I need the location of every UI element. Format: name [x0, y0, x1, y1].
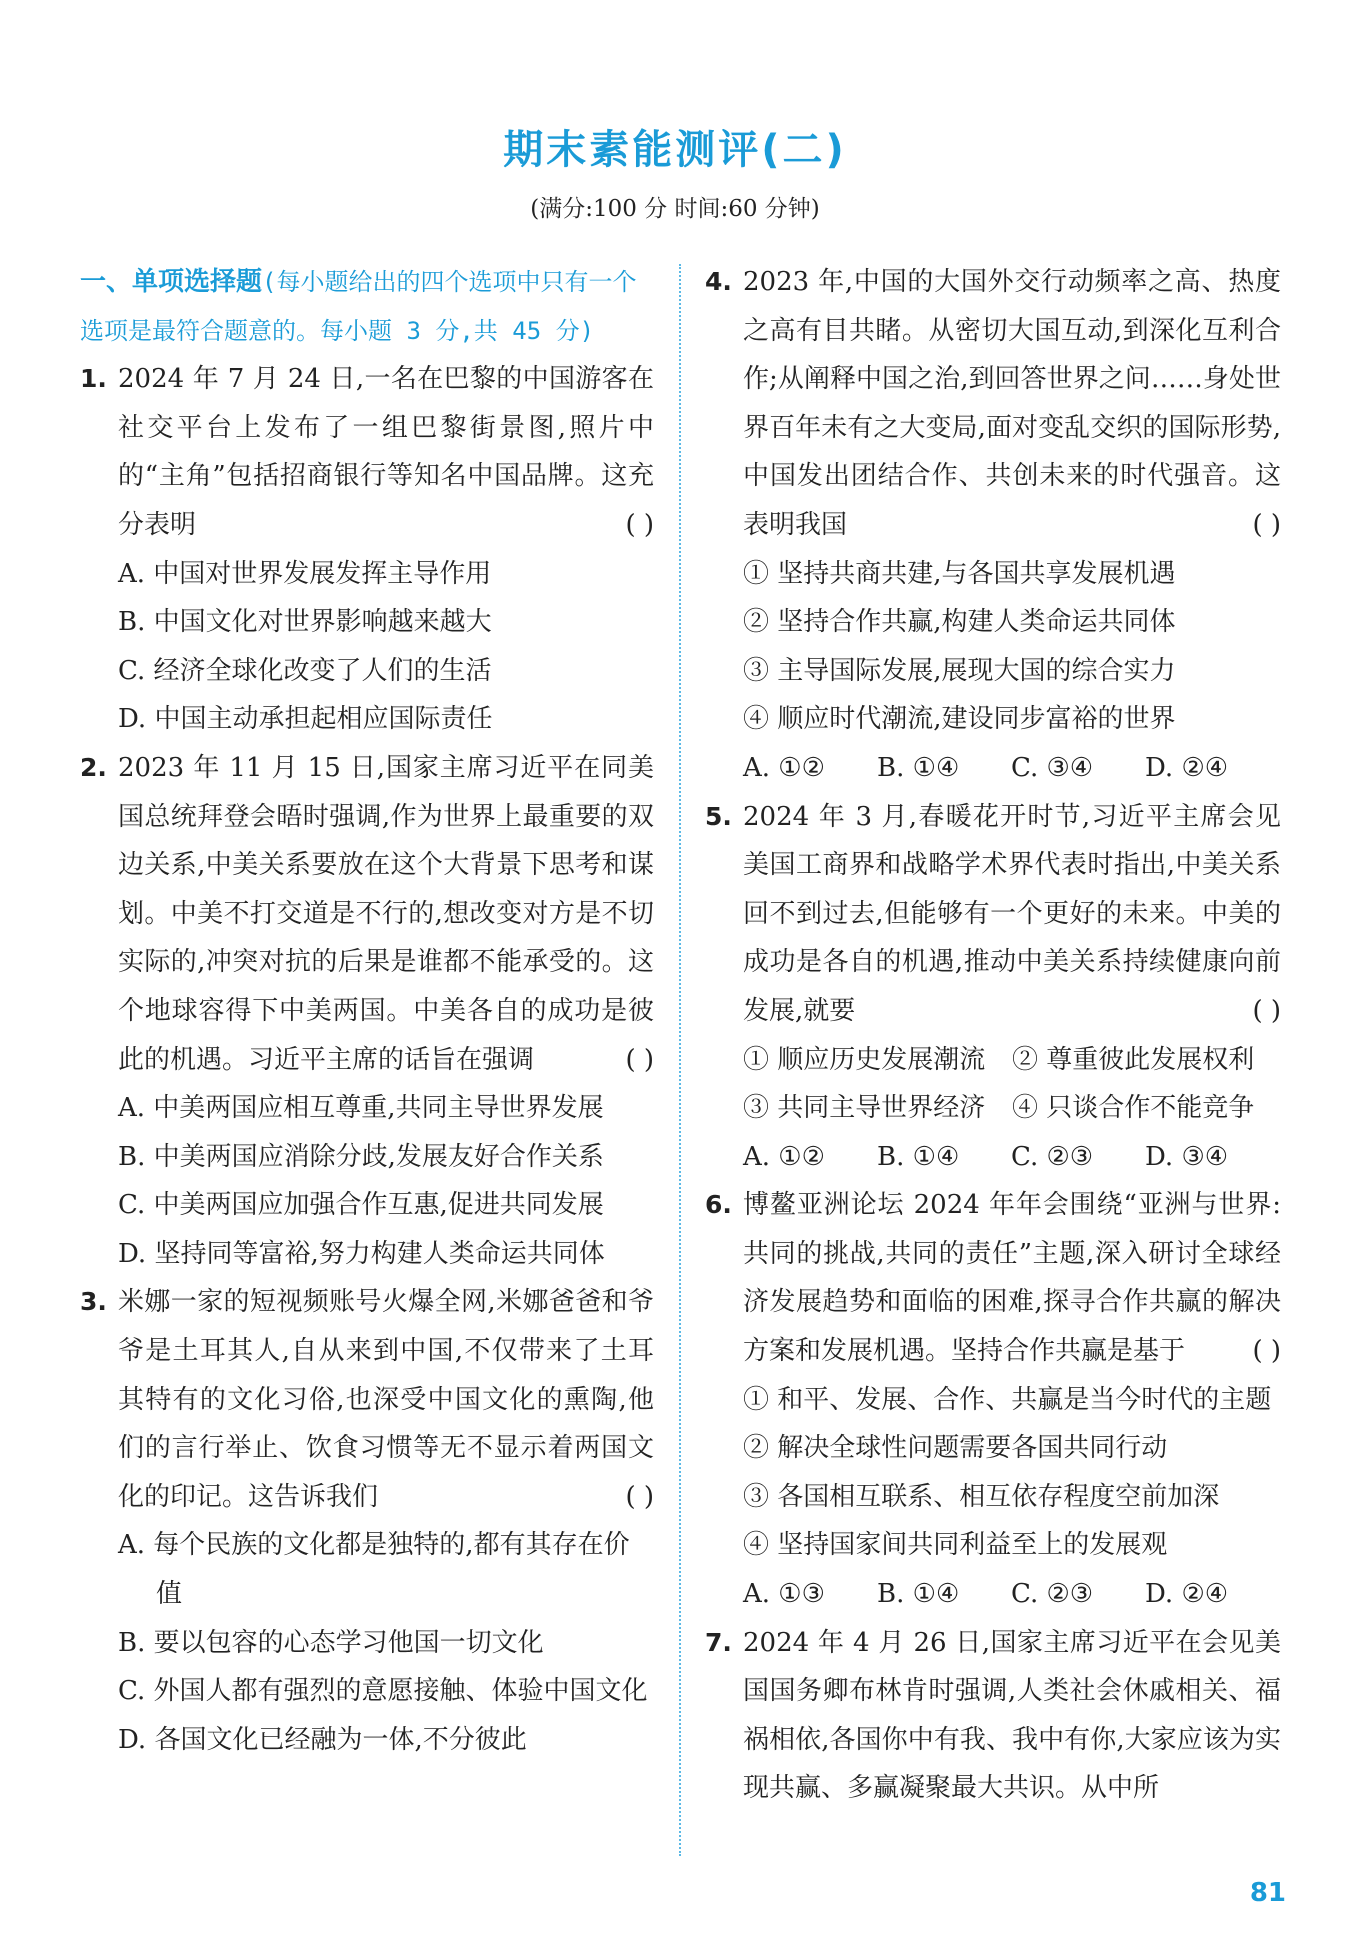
statement-1: ① 坚持共商共建,与各国共享发展机遇 — [743, 558, 1176, 589]
question-number: 7. — [705, 1627, 732, 1657]
question-1 — [80, 355, 654, 549]
question-number: 6. — [705, 1190, 732, 1220]
option-a: A. ①② — [743, 1141, 825, 1172]
question-stem: 2024 年 4 月 26 日,国家主席习近平在会见美国国务卿布林肯时强调,人类社会休戚相关、福祸相依,各国你中有我、我中有你,大家应该为实现共赢、多赢凝聚最大共识。从中所 — [743, 1627, 1281, 1804]
question-4 — [705, 258, 1281, 550]
question-stem: 2023 年,中国的大国外交行动频率之高、热度之高有目共睹。从密切大国互动,到深化互利合作;从阐释中国之治,到回答世界之问……身处世界百年未有之大变局,面对变乱交织的国际形势,中国发出团结合作、共创未来的时代强音。这表明我国 ( ) — [743, 258, 1281, 550]
statement-4: ④ 只谈合作不能竞争 — [1012, 1093, 1255, 1124]
page-title: 期末素能测评(二) — [503, 127, 847, 173]
page-subtitle: (满分:100 分 时间:60 分钟) — [530, 196, 820, 222]
option-c: C. 外国人都有强烈的意愿接触、体验中国文化 — [118, 1676, 648, 1707]
option-d: D. ②④ — [1145, 1579, 1229, 1610]
option-b: B. ①④ — [877, 752, 960, 783]
question-stem: 米娜一家的短视频账号火爆全网,米娜爸爸和爷爷是土耳其人,自从来到中国,不仅带来了土耳其特有的文化习俗,也深受中国文化的熏陶,他们的言行举止、饮食习惯等无不显示着两国文化的印记。这告诉我们 ( ) — [118, 1278, 654, 1521]
option-d: D. ③④ — [1145, 1141, 1229, 1172]
option-a: A. ①② — [743, 752, 825, 783]
question-number: 1. — [80, 364, 107, 394]
option-d: D. 坚持同等富裕,努力构建人类命运共同体 — [118, 1238, 605, 1269]
question-number: 4. — [705, 267, 732, 296]
option-b: B. 中美两国应消除分歧,发展友好合作关系 — [118, 1141, 604, 1172]
question-stem: 博鳌亚洲论坛 2024 年年会围绕“亚洲与世界:共同的挑战,共同的责任”主题,深入研讨全球经济发展趋势和面临的困难,探寻合作共赢的解决方案和发展机遇。坚持合作共赢是基于 ( ) — [743, 1181, 1281, 1375]
question-6 — [705, 1181, 1281, 1375]
question-number: 5. — [705, 801, 732, 831]
question-number: 3. — [80, 1287, 107, 1317]
statement-1: ① 顺应历史发展潮流 — [743, 1044, 986, 1075]
question-5 — [705, 793, 1281, 1036]
column-divider — [679, 264, 681, 1856]
question-2 — [80, 744, 654, 1084]
answer-bracket: ( ) — [625, 1481, 654, 1512]
question-number: 2. — [80, 752, 107, 782]
statement-2: ② 坚持合作共赢,构建人类命运共同体 — [743, 607, 1176, 638]
statement-2: ② 尊重彼此发展权利 — [1012, 1044, 1255, 1075]
choice-row — [705, 1570, 1281, 1619]
option-c: C. ②③ — [1011, 1141, 1094, 1172]
option-b: B. ①④ — [877, 1579, 960, 1610]
option-a: A. 中美两国应相互尊重,共同主导世界发展 — [118, 1093, 604, 1124]
section-instructions: (每小题给出的四个选项中只有一个选项是最符合题意的。每小题 3 分,共 45 分) — [80, 268, 637, 345]
option-d: D. 各国文化已经融为一体,不分彼此 — [118, 1724, 527, 1755]
answer-bracket: ( ) — [1252, 509, 1281, 540]
option-d: D. 中国主动承担起相应国际责任 — [118, 704, 493, 735]
option-a: A. 每个民族的文化都是独特的,都有其存在价值 — [118, 1530, 630, 1610]
option-a: A. ①③ — [743, 1579, 825, 1610]
answer-bracket: ( ) — [1252, 1336, 1281, 1367]
option-c: C. 中美两国应加强合作互惠,促进共同发展 — [118, 1190, 604, 1221]
question-7 — [705, 1619, 1281, 1813]
option-b: B. 中国文化对世界影响越来越大 — [118, 607, 492, 638]
section-title: 一、单项选择题 — [80, 267, 263, 297]
choice-row — [705, 744, 1281, 793]
answer-bracket: ( ) — [625, 1044, 654, 1075]
question-3 — [80, 1278, 654, 1521]
option-c: C. ②③ — [1011, 1579, 1094, 1610]
choice-row — [705, 1133, 1281, 1182]
question-stem: 2023 年 11 月 15 日,国家主席习近平在同美国总统拜登会晤时强调,作为世界上最重要的双边关系,中美关系要放在这个大背景下思考和谋划。中美不打交道是不行的,想改变对方是不切实际的,冲突对抗的后果是谁都不能承受的。这个地球容得下中美两国。中美各自的成功是彼此的机遇。习近平主席的话旨在强调 ( ) — [118, 744, 654, 1084]
statement-4: ④ 顺应时代潮流,建设同步富裕的世界 — [743, 704, 1176, 735]
option-d: D. ②④ — [1145, 752, 1229, 783]
option-c: C. 经济全球化改变了人们的生活 — [118, 655, 492, 686]
page-number: 81 — [1249, 1878, 1286, 1908]
statement-3: ③ 主导国际发展,展现大国的综合实力 — [743, 655, 1176, 686]
question-stem: 2024 年 3 月,春暖花开时节,习近平主席会见美国工商界和战略学术界代表时指出,中美关系回不到过去,但能够有一个更好的未来。中美的成功是各自的机遇,推动中美关系持续健康向前发展,就要 ( ) — [743, 793, 1281, 1036]
right-column — [705, 258, 1281, 1813]
statement-3: ③ 共同主导世界经济 — [743, 1093, 986, 1124]
section-heading — [80, 258, 654, 355]
statement-row — [705, 1036, 1281, 1085]
statement-row — [705, 1084, 1281, 1133]
option-a: A. 中国对世界发展发挥主导作用 — [118, 558, 492, 589]
option-b: B. ①④ — [877, 1141, 960, 1172]
left-column — [80, 258, 654, 1764]
option-c: C. ③④ — [1011, 752, 1094, 783]
statement-4: ④ 坚持国家间共同利益至上的发展观 — [743, 1530, 1168, 1561]
answer-bracket: ( ) — [625, 509, 654, 540]
option-b: B. 要以包容的心态学习他国一切文化 — [118, 1627, 544, 1658]
statement-2: ② 解决全球性问题需要各国共同行动 — [743, 1433, 1168, 1464]
question-stem: 2024 年 7 月 24 日,一名在巴黎的中国游客在社交平台上发布了一组巴黎街景图,照片中的“主角”包括招商银行等知名中国品牌。这充分表明 ( ) — [118, 355, 654, 549]
statement-3: ③ 各国相互联系、相互依存程度空前加深 — [743, 1481, 1220, 1512]
answer-bracket: ( ) — [1252, 995, 1281, 1026]
statement-1: ① 和平、发展、合作、共赢是当今时代的主题 — [743, 1384, 1272, 1415]
